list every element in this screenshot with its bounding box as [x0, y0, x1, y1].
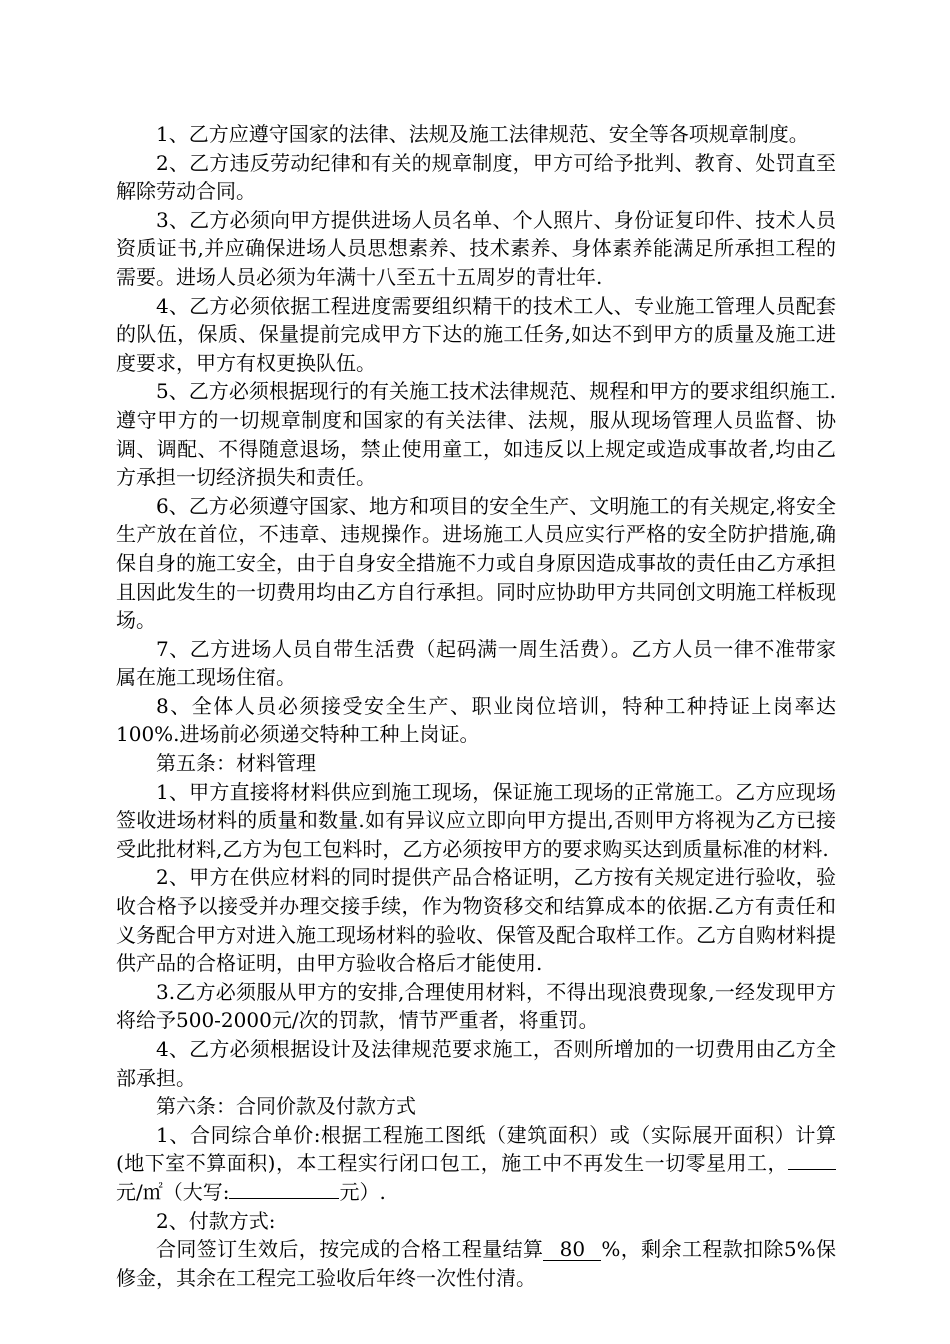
clause-4: 4、乙方必须依据工程进度需要组织精干的技术工人、专业施工管理人员配套的队伍，保质、保量提前完成甲方下达的施工任务,如达不到甲方的质量及施工进度要求，甲方有权更换队伍。 [116, 293, 836, 375]
material-clause-2: 2、甲方在供应材料的同时提供产品合格证明，乙方按有关规定进行验收，验收合格予以接受并办理交接手续，作为物资移交和结算成本的依据.乙方有责任和义务配合甲方对进入施工现场材料的验收、保管及配合取样工作。乙方自购材料提供产品的合格证明，由甲方验收合格后才能使用. [116, 865, 836, 976]
clause-3: 3、乙方必须向甲方提供进场人员名单、个人照片、身份证复印件、技术人员资质证书,并应确保进场人员思想素养、技术素养、身体素养能满足所承担工程的需要。进场人员必须为年满十八至五十五周岁的青壮年. [116, 207, 836, 289]
contract-document-page [116, 120, 836, 1292]
unit-price-blank[interactable] [788, 1169, 836, 1170]
material-clause-4: 4、乙方必须根据设计及法律规范要求施工，否则所增加的一切费用由乙方全部承担。 [116, 1037, 836, 1090]
payment-clause-suffix: %，剩余工程款扣除5%保修金，其余在工程完工验收后年终一次性付清。 [116, 1237, 837, 1290]
clause-2: 2、乙方违反劳动纪律和有关的规章制度，甲方可给予批判、教育、处罚直至解除劳动合同。 [116, 150, 836, 204]
material-clause-3: 3.乙方必须服从甲方的安排,合理使用材料，不得出现浪费现象,一经发现甲方将给予500-2000元/次的罚款，情节严重者，将重罚。 [116, 979, 836, 1033]
price-clause-suffix: 元）. [339, 1179, 386, 1204]
clause-5: 5、乙方必须根据现行的有关施工技术法律规范、规程和甲方的要求组织施工.遵守甲方的一切规章制度和国家的有关法律、法规，服从现场管理人员监督、协调、调配、不得随意退场，禁止使用童工，如违反以上规定或造成事故者,均由乙方承担一切经济损失和责任。 [116, 379, 836, 490]
payment-clause [116, 1235, 836, 1292]
payment-heading: 2、付款方式: [156, 1208, 276, 1233]
price-clause-middle: 元/㎡（大写: [116, 1179, 230, 1204]
settlement-percent-blank[interactable]: 80 [543, 1238, 601, 1261]
section-6-heading: 第六条：合同价款及付款方式 [156, 1094, 416, 1119]
clause-6: 6、乙方必须遵守国家、地方和项目的安全生产、文明施工的有关规定,将安全生产放在首位，不违章、违规操作。进场施工人员应实行严格的安全防护措施,确保自身的施工安全，由于自身安全措施不力或自身原因造成事故的责任由乙方承担且因此发生的一切费用均由乙方自行承担。同时应协助甲方共同创文明施工样板现场。 [116, 493, 836, 633]
price-clause-prefix: 1、合同综合单价:根据工程施工图纸（建筑面积）或（实际展开面积）计算(地下室不算面积)，本工程实行闭口包工，施工中不再发生一切零星用工， [116, 1122, 836, 1176]
payment-clause-prefix: 合同签订生效后，按完成的合格工程量结算 [156, 1237, 544, 1262]
price-clause [116, 1121, 836, 1207]
clause-7: 7、乙方进场人员自带生活费（起码满一周生活费）。乙方人员一律不准带家属在施工现场住宿。 [116, 636, 836, 690]
amount-in-words-blank[interactable] [229, 1198, 339, 1199]
clause-8: 8、全体人员必须接受安全生产、职业岗位培训，特种工种持证上岗率达100%.进场前必须递交特种工种上岗证。 [116, 693, 836, 747]
section-5-heading: 第五条：材料管理 [156, 751, 316, 776]
material-clause-1: 1、甲方直接将材料供应到施工现场，保证施工现场的正常施工。乙方应现场签收进场材料的质量和数量.如有异议应立即向甲方提出,否则甲方将视为乙方已接受此批材料,乙方为包工包料时，乙方必须按甲方的要求购买达到质量标准的材料. [116, 779, 836, 861]
clause-1: 1、乙方应遵守国家的法律、法规及施工法律规范、安全等各项规章制度。 [156, 122, 809, 146]
